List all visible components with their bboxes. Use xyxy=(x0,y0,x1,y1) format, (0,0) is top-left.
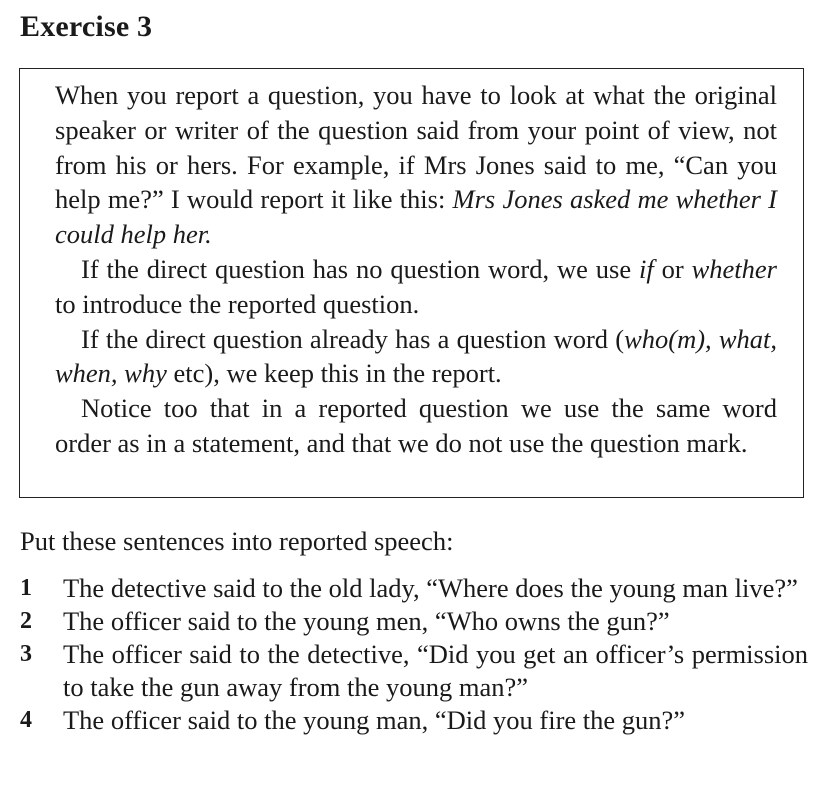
rule-whether-word: whether xyxy=(691,253,777,284)
rule-p2-start: If the direct question has no question word, we use xyxy=(81,253,640,284)
instruction-text: Put these sentences into reported speech: xyxy=(20,526,454,556)
exercise-number: 3 xyxy=(20,641,32,667)
rule-paragraph-3 xyxy=(55,322,777,392)
exercise-item xyxy=(20,572,808,605)
exercise-sentence: The officer said to the detective, “Did you get an officer’s permission to take the gun away from the young man?” xyxy=(63,639,808,702)
rule-p3-end: etc), we keep this in the report. xyxy=(166,358,502,389)
exercise-number: 1 xyxy=(20,575,32,601)
exercise-item xyxy=(20,638,808,704)
rule-paragraph-4: Notice too that in a reported question we use the same word order as in a statement, and that we do not use the question mark. xyxy=(55,393,777,458)
exercise-sentence: The officer said to the young men, “Who owns the gun?” xyxy=(63,606,670,636)
exercise-number: 4 xyxy=(20,707,32,733)
exercise-title: Exercise 3 xyxy=(20,10,153,43)
rule-p3-start: If the direct question already has a question word ( xyxy=(81,323,625,354)
exercise-item xyxy=(20,605,808,638)
exercise-list xyxy=(20,572,808,737)
rule-paragraph-2 xyxy=(55,252,777,322)
exercise-number: 2 xyxy=(20,608,32,634)
exercise-sentence: The officer said to the young man, “Did you fire the gun?” xyxy=(63,705,686,735)
exercise-sentence: The detective said to the old lady, “Where does the young man live?” xyxy=(63,573,798,603)
rule-paragraph-1 xyxy=(55,78,777,252)
grammar-rule-text xyxy=(55,78,777,461)
rule-if-word: if xyxy=(639,253,654,284)
exercise-item xyxy=(20,704,808,737)
rule-example: Mrs Jones asked me whether I could help her. xyxy=(55,184,777,250)
rule-question-words: who(m), what, when, why xyxy=(55,323,778,389)
rule-intro: When you report a question, you have to look at what the original speaker or writer of the question said from your point of view, not from his or hers. For example, if Mrs Jones said to me, “Can you help me?” I would report it like this: xyxy=(55,80,777,215)
rule-p2-end: to introduce the reported question. xyxy=(55,288,420,319)
rule-or-word: or xyxy=(653,253,692,284)
